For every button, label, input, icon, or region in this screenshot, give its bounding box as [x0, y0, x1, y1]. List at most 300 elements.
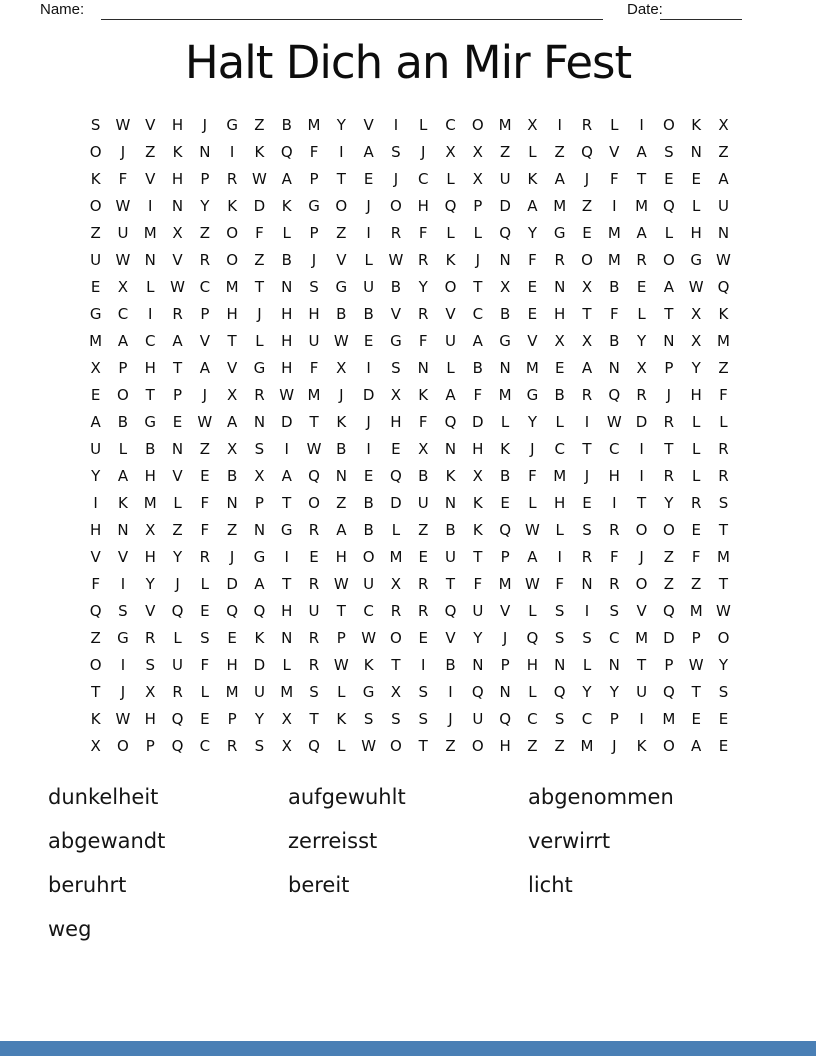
grid-letter: E [718, 710, 729, 728]
grid-letter: B [281, 251, 292, 269]
grid-letter: S [554, 629, 565, 647]
grid-letter: V [636, 602, 647, 620]
grid-letter: H [472, 440, 484, 458]
grid-letter: M [580, 737, 594, 755]
grid-letter: L [528, 602, 537, 620]
grid-letter: O [635, 575, 648, 593]
grid-letter: Z [90, 224, 101, 242]
grid-letter: R [636, 251, 647, 269]
grid-letter: S [418, 683, 428, 701]
grid-letter: E [200, 710, 210, 728]
grid-letter: D [253, 197, 266, 215]
grid-letter: P [309, 224, 319, 242]
grid-letter: O [471, 116, 484, 134]
grid-letter: Z [527, 737, 538, 755]
grid-letter: W [115, 251, 131, 269]
grid-letter: Q [662, 683, 675, 701]
grid-letter: H [554, 494, 566, 512]
grid-letter: J [257, 305, 262, 323]
grid-letter: Y [145, 575, 155, 593]
name-label: Name: [40, 1, 85, 18]
grid-letter: B [336, 305, 347, 323]
grid-letter: A [172, 332, 183, 350]
grid-letter: W [688, 656, 704, 674]
grid-letter: V [117, 548, 129, 566]
grid-letter: J [393, 170, 399, 188]
date-label: Date: [627, 1, 663, 18]
grid-letter: R [609, 521, 620, 539]
grid-letter: U [472, 602, 484, 620]
grid-letter: O [444, 278, 457, 296]
grid-letter: D [362, 386, 375, 404]
grid-letter: O [362, 548, 375, 566]
grid-letter: R [226, 737, 238, 755]
grid-letter: X [281, 710, 292, 728]
grid-letter: N [226, 494, 238, 512]
grid-letter: K [636, 737, 647, 755]
grid-letter: H [526, 656, 539, 674]
grid-letter: L [337, 683, 346, 701]
grid-letter: E [500, 494, 510, 512]
grid-letter: T [309, 413, 319, 431]
grid-letter: B [554, 386, 565, 404]
grid-letter: R [636, 386, 647, 404]
grid-letter: E [227, 629, 237, 647]
grid-letter: L [637, 305, 646, 323]
grid-letter: N [281, 629, 293, 647]
grid-letter: E [527, 305, 538, 323]
grid-letter: G [526, 386, 539, 404]
grid-letter: K [336, 710, 347, 728]
grid-letter: H [308, 305, 320, 323]
grid-letter: J [475, 251, 481, 269]
grid-letter: U [253, 683, 265, 701]
grid-letter: T [445, 575, 456, 593]
grid-letter: X [172, 224, 183, 242]
word-list-column [288, 780, 528, 956]
grid-letter: U [417, 494, 429, 512]
grid-letter: R [145, 629, 156, 647]
grid-letter: T [391, 656, 401, 674]
grid-letter: B [145, 440, 156, 458]
grid-letter: Y [582, 683, 592, 701]
grid-letter: Y [609, 683, 619, 701]
grid-letter: N [554, 278, 566, 296]
grid-letter: R [581, 386, 593, 404]
grid-letter: R [417, 305, 429, 323]
grid-letter: Z [90, 629, 101, 647]
grid-letter: B [418, 467, 429, 485]
grid-letter: Q [499, 521, 511, 539]
grid-letter: U [90, 440, 102, 458]
grid-letter: M [717, 332, 730, 350]
grid-letter: O [471, 737, 484, 755]
grid-letter: L [664, 224, 674, 242]
grid-letter: A [281, 467, 292, 485]
grid-letter: L [337, 737, 346, 755]
grid-letter: X [581, 332, 593, 350]
grid-letter: V [363, 116, 374, 134]
grid-letter: G [89, 305, 102, 323]
grid-letter: F [719, 386, 728, 404]
grid-letter: M [635, 629, 649, 647]
grid-letter: O [581, 251, 593, 269]
grid-letter: N [472, 656, 484, 674]
grid-letter: S [664, 143, 674, 161]
grid-letter: E [636, 278, 647, 296]
grid-letter: W [716, 251, 731, 269]
grid-letter: I [639, 710, 644, 728]
grid-letter: M [89, 332, 103, 350]
grid-letter: C [445, 116, 456, 134]
grid-letter: E [691, 521, 701, 539]
grid-letter: X [445, 143, 456, 161]
grid-letter: T [227, 332, 237, 350]
grid-letter: N [335, 467, 347, 485]
grid-letter: S [718, 494, 729, 512]
grid-letter: L [582, 656, 592, 674]
grid-letter: S [718, 683, 729, 701]
grid-letter: U [308, 332, 320, 350]
grid-letter: Z [445, 737, 456, 755]
grid-letter: L [473, 224, 482, 242]
grid-letter: J [584, 467, 590, 485]
grid-letter: R [581, 548, 593, 566]
grid-letter: M [662, 710, 676, 728]
grid-letter: Y [418, 278, 428, 296]
grid-letter: K [336, 413, 347, 431]
grid-letter: T [582, 305, 592, 323]
grid-letter: Q [89, 602, 102, 620]
grid-letter: V [90, 548, 101, 566]
grid-letter: A [90, 413, 101, 431]
grid-letter: S [582, 629, 592, 647]
grid-letter: O [635, 521, 648, 539]
grid-letter: N [144, 251, 156, 269]
grid-letter: D [663, 629, 675, 647]
grid-letter: L [419, 116, 428, 134]
grid-letter: N [417, 359, 429, 377]
grid-letter: E [90, 386, 101, 404]
grid-letter: X [418, 440, 429, 458]
grid-letter: Y [664, 494, 674, 512]
grid-letter: U [445, 332, 456, 350]
grid-letter: V [499, 602, 511, 620]
grid-letter: N [253, 521, 266, 539]
grid-letter: A [527, 548, 538, 566]
grid-letter: F [418, 413, 428, 431]
grid-letter: A [472, 332, 483, 350]
word-list-item: weg [48, 917, 92, 941]
grid-letter: C [581, 710, 593, 728]
grid-letter: G [226, 116, 238, 134]
grid-letter: S [609, 602, 620, 620]
grid-letter: H [90, 521, 102, 539]
grid-letter: X [527, 116, 538, 134]
grid-letter: I [284, 440, 289, 458]
grid-letter: F [309, 143, 319, 161]
grid-letter: C [609, 629, 620, 647]
grid-letter: R [690, 494, 702, 512]
grid-letter: W [115, 710, 131, 728]
grid-letter: A [718, 170, 729, 188]
grid-letter: U [472, 710, 484, 728]
grid-letter: H [390, 413, 402, 431]
grid-letter: A [363, 143, 374, 161]
grid-letter: M [225, 683, 239, 701]
grid-letter: X [145, 521, 156, 539]
grid-letter: P [336, 629, 346, 647]
grid-letter: Y [473, 629, 483, 647]
grid-letter: M [689, 602, 703, 620]
grid-letter: J [366, 197, 371, 215]
grid-letter: K [472, 521, 483, 539]
grid-letter: E [554, 359, 565, 377]
grid-letter: X [581, 278, 593, 296]
grid-letter: T [691, 683, 701, 701]
grid-letter: Z [145, 143, 156, 161]
grid-letter: O [662, 116, 675, 134]
grid-letter: O [226, 224, 239, 242]
grid-letter: R [308, 521, 320, 539]
grid-letter: L [446, 224, 455, 242]
grid-letter: Z [554, 143, 565, 161]
grid-letter: Q [444, 197, 457, 215]
grid-letter: E [582, 224, 592, 242]
grid-letter: B [390, 278, 402, 296]
grid-letter: Z [718, 143, 729, 161]
grid-letter: W [524, 521, 540, 539]
grid-letter: S [309, 278, 319, 296]
grid-letter: P [664, 359, 674, 377]
grid-letter: L [719, 413, 728, 431]
grid-letter: M [498, 575, 512, 593]
page-title: Halt Dich an Mir Fest [184, 36, 632, 89]
grid-letter: E [172, 413, 183, 431]
grid-letter: H [281, 602, 293, 620]
grid-letter: H [554, 305, 566, 323]
grid-letter: C [363, 602, 374, 620]
grid-letter: O [662, 521, 675, 539]
grid-letter: X [90, 359, 101, 377]
grid-letter: R [254, 386, 265, 404]
grid-letter: Z [199, 440, 210, 458]
grid-letter: R [417, 575, 429, 593]
grid-letter: T [254, 278, 265, 296]
grid-letter: J [530, 440, 535, 458]
grid-letter: A [636, 224, 647, 242]
word-list-column [48, 780, 288, 956]
grid-letter: P [227, 710, 237, 728]
grid-letter: R [308, 656, 320, 674]
grid-letter: Q [662, 197, 675, 215]
grid-letter: O [335, 197, 348, 215]
grid-letter: U [90, 251, 102, 269]
word-list-item: abgewandt [48, 829, 166, 853]
word-list-item: dunkelheit [48, 785, 159, 809]
grid-letter: M [717, 548, 730, 566]
grid-letter: K [718, 305, 729, 323]
grid-letter: V [609, 143, 620, 161]
grid-letter: W [279, 386, 295, 404]
grid-letter: Z [663, 575, 675, 593]
grid-letter: N [117, 521, 129, 539]
grid-letter: K [90, 710, 101, 728]
grid-letter: O [89, 197, 102, 215]
grid-letter: H [171, 116, 184, 134]
grid-letter: T [282, 575, 292, 593]
grid-letter: Q [308, 737, 320, 755]
grid-letter: W [688, 278, 704, 296]
grid-letter: N [608, 656, 620, 674]
grid-letter: W [361, 737, 377, 755]
grid-letter: J [366, 413, 371, 431]
grid-letter: W [170, 278, 185, 296]
grid-letter: O [308, 494, 320, 512]
grid-letter: N [171, 197, 184, 215]
grid-letter: R [390, 224, 402, 242]
grid-letter: O [117, 386, 129, 404]
grid-letter: M [553, 467, 567, 485]
grid-letter: I [448, 683, 453, 701]
grid-letter: A [199, 359, 210, 377]
grid-letter: I [557, 116, 562, 134]
grid-letter: N [499, 683, 511, 701]
grid-letter: J [175, 575, 180, 593]
grid-letter: N [717, 224, 730, 242]
grid-letter: W [252, 170, 267, 188]
grid-letter: T [309, 710, 319, 728]
grid-letter: R [172, 683, 183, 701]
grid-letter: G [308, 197, 320, 215]
grid-letter: Q [499, 710, 511, 728]
grid-letter: J [666, 386, 672, 404]
grid-letter: Y [718, 656, 729, 674]
grid-letter: N [554, 656, 566, 674]
grid-letter: Z [254, 116, 265, 134]
grid-letter: L [391, 521, 401, 539]
grid-letter: X [145, 683, 156, 701]
grid-letter: L [692, 413, 701, 431]
grid-letter: E [691, 170, 701, 188]
grid-letter: H [335, 548, 347, 566]
word-list-item: abgenommen [528, 785, 674, 809]
grid-letter: J [339, 386, 344, 404]
grid-letter: A [117, 332, 129, 350]
grid-letter: M [498, 116, 512, 134]
grid-letter: C [609, 440, 620, 458]
grid-letter: V [390, 305, 402, 323]
grid-letter: O [89, 143, 102, 161]
grid-letter: E [363, 467, 374, 485]
grid-letter: G [335, 278, 348, 296]
grid-letter: J [584, 170, 590, 188]
grid-letter: J [229, 548, 235, 566]
grid-letter: K [172, 143, 183, 161]
grid-letter: L [692, 197, 701, 215]
grid-letter: X [117, 278, 129, 296]
grid-letter: T [582, 440, 592, 458]
grid-letter: B [281, 116, 292, 134]
grid-letter: Q [662, 602, 675, 620]
grid-letter: F [418, 224, 428, 242]
grid-letter: A [527, 197, 538, 215]
grid-letter: F [473, 575, 483, 593]
grid-letter: X [336, 359, 347, 377]
grid-letter: Y [254, 710, 265, 728]
grid-letter: K [281, 197, 292, 215]
grid-letter: N [690, 143, 702, 161]
grid-letter: I [420, 656, 426, 674]
grid-letter: T [336, 602, 346, 620]
grid-letter: R [609, 575, 620, 593]
grid-letter: X [472, 143, 483, 161]
grid-letter: I [148, 197, 153, 215]
grid-letter: A [227, 413, 238, 431]
grid-letter: X [390, 683, 402, 701]
grid-letter: Z [199, 224, 210, 242]
grid-letter: M [389, 548, 403, 566]
grid-letter: I [339, 143, 344, 161]
word-list [48, 780, 768, 956]
grid-letter: L [692, 440, 701, 458]
grid-letter: J [120, 683, 126, 701]
grid-letter: I [284, 548, 289, 566]
grid-letter: M [280, 683, 294, 701]
grid-letter: T [637, 170, 647, 188]
grid-letter: T [664, 440, 674, 458]
grid-letter: S [418, 710, 428, 728]
grid-letter: H [690, 224, 702, 242]
grid-letter: H [690, 386, 702, 404]
letter-grid [82, 112, 737, 760]
grid-letter: S [554, 602, 565, 620]
grid-letter: Z [254, 251, 265, 269]
grid-letter: Y [172, 548, 183, 566]
grid-letter: N [444, 494, 457, 512]
grid-letter: X [226, 440, 238, 458]
grid-letter: O [89, 656, 102, 674]
grid-letter: S [118, 602, 128, 620]
grid-letter: L [118, 440, 128, 458]
grid-letter: C [527, 710, 538, 728]
grid-letter: P [309, 170, 319, 188]
grid-letter: L [555, 413, 564, 431]
grid-letter: H [144, 359, 156, 377]
grid-letter: P [200, 305, 210, 323]
name-blank-line [101, 3, 603, 20]
grid-letter: P [118, 359, 128, 377]
grid-letter: Q [499, 224, 511, 242]
grid-letter: A [281, 170, 292, 188]
grid-letter: R [308, 575, 320, 593]
grid-letter: T [473, 278, 483, 296]
grid-letter: F [200, 656, 210, 674]
grid-letter: I [366, 359, 371, 377]
grid-letter: Q [526, 629, 539, 647]
grid-letter: I [639, 116, 644, 134]
grid-letter: C [199, 278, 211, 296]
grid-letter: X [554, 332, 565, 350]
grid-letter: K [418, 386, 429, 404]
grid-letter: G [690, 251, 702, 269]
grid-letter: D [472, 413, 484, 431]
grid-letter: Y [200, 197, 210, 215]
grid-letter: S [254, 440, 265, 458]
grid-letter: W [361, 629, 377, 647]
grid-letter: E [90, 278, 101, 296]
grid-letter: L [146, 278, 155, 296]
